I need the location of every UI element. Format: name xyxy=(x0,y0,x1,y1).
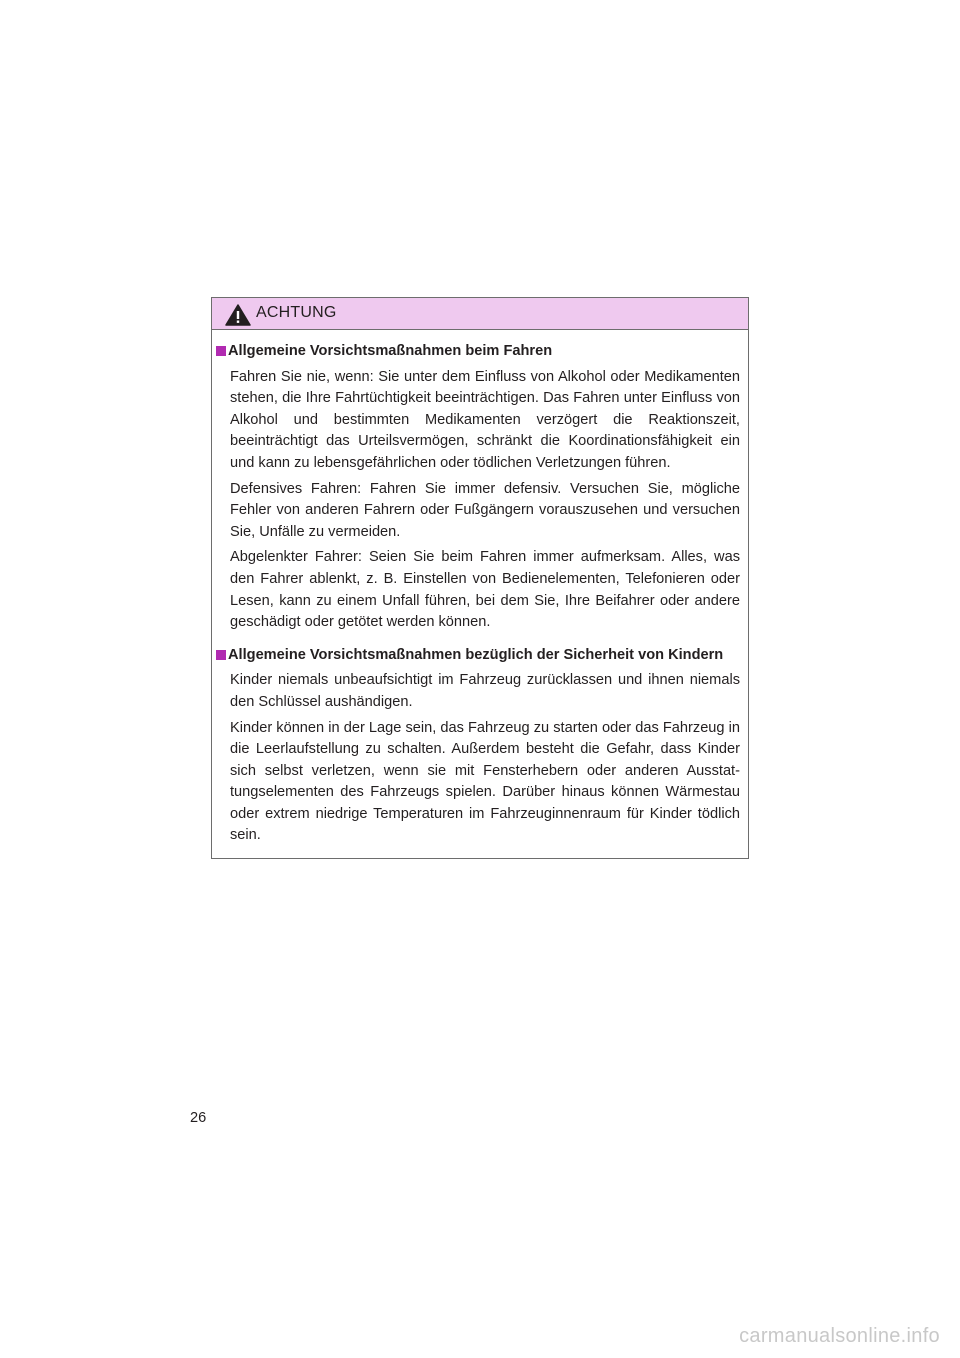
warning-box xyxy=(211,297,749,859)
section-driving-precautions xyxy=(212,341,748,634)
section-heading xyxy=(212,341,748,363)
paragraph: Kinder niemals unbeaufsichtigt im Fahrzeug zurücklassen und ihnen niemals den Schlüssel aushändigen. xyxy=(230,672,740,710)
paragraph: Kinder können in der Lage sein, das Fahrzeug zu starten oder das Fahrzeug in die Leerlaufstellung zu schalten. Außerdem besteht die Gefahr, dass Kinder sich selbst verletzen, wenn sie mit Fensterhebern oder anderen Ausstattungselementen des Fahrzeugs spielen. Darüber hinaus können Wärmestau oder extrem niedrige Temperaturen im Fahrzeuginnenraum für Kinder tödlich sein. xyxy=(230,719,740,844)
watermark: carmanualsonline.info xyxy=(739,1325,940,1347)
paragraph: Abgelenkter Fahrer: Seien Sie beim Fahren immer aufmerksam. Alles, was den Fahrer ablenkt, z. B. Einstellen von Bedienelementen, Telefonieren oder Lesen, kann zu einem Unfall führen, bei dem Sie, Ihre Beifahrer oder andere geschädigt oder getötet werden können. xyxy=(230,549,740,631)
section-child-safety xyxy=(212,645,748,847)
page-number: 26 xyxy=(190,1110,207,1126)
warning-header xyxy=(212,298,748,330)
warning-body xyxy=(212,330,748,847)
square-bullet-icon xyxy=(216,346,226,356)
paragraph: Defensives Fahren: Fahren Sie immer defensiv. Versuchen Sie, mögliche Fehler von anderen Fahrern oder Fußgängern vorauszusehen und versuchen Sie, Unfälle zu vermeiden. xyxy=(230,480,740,540)
section-heading xyxy=(212,645,748,667)
paragraph: Fahren Sie nie, wenn: Sie unter dem Einfluss von Alkohol oder Medikamenten stehen, die Ihre Fahrtüchtigkeit beeinträchtigen. Das Fahren unter Einfluss von Alkohol und bestimmten Medikamenten verzögert die Reaktionszeit, beeinträchtigt das Urteilsvermögen, schränkt die Koordinationsfähigkeit ein und kann zu lebensgefährlichen oder tödlichen Verletzungen führen. xyxy=(230,368,740,471)
section-heading-text: Allgemeine Vorsichtsmaßnahmen bezüglich der Sicherheit von Kindern xyxy=(228,646,724,663)
warning-title: ACHTUNG xyxy=(256,304,337,321)
section-heading-text: Allgemeine Vorsichtsmaßnahmen beim Fahren xyxy=(228,343,553,359)
square-bullet-icon xyxy=(216,650,226,660)
warning-triangle-icon xyxy=(225,304,251,326)
